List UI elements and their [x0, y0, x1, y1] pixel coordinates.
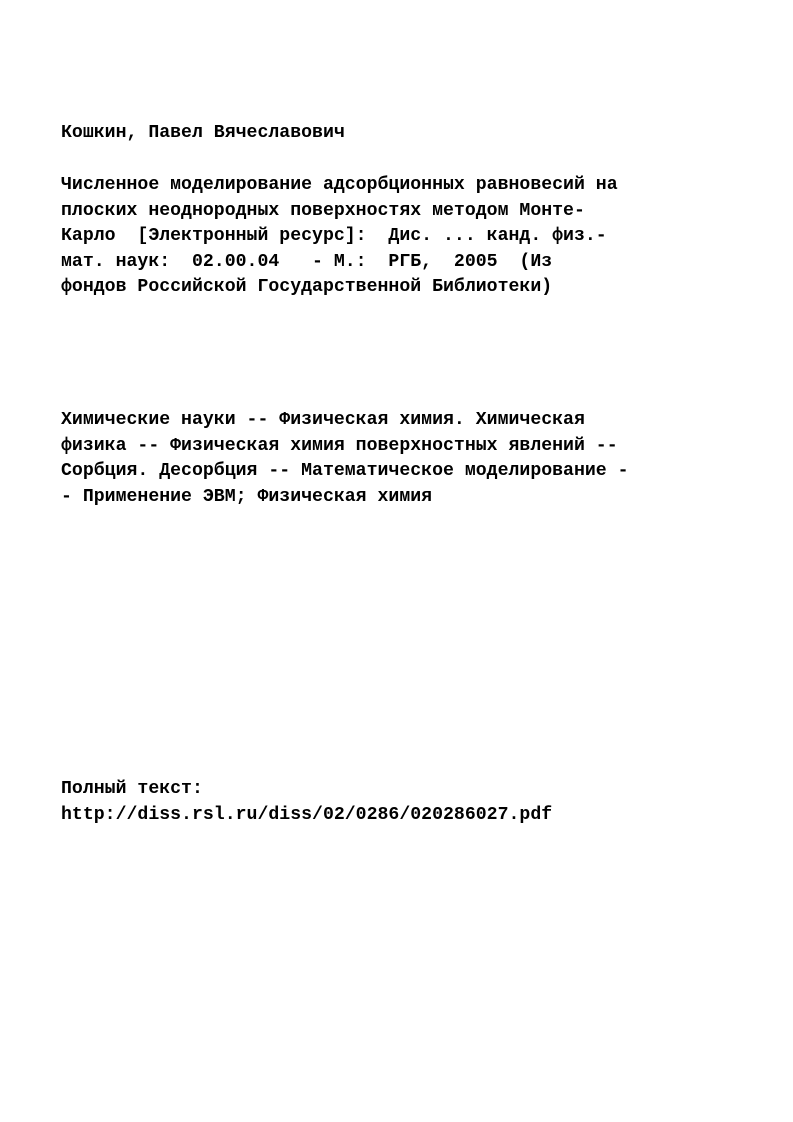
subject-line: физика -- Физическая химия поверхностных явлений --: [61, 435, 618, 456]
fulltext-link[interactable]: http://diss.rsl.ru/diss/02/0286/020286027.pdf: [61, 804, 553, 825]
title-line: Карло [Электронный ресурс]: Дис. ... канд. физ.-: [61, 226, 607, 246]
subject-line: Химические науки -- Физическая химия. Химическая: [61, 410, 585, 430]
title-line: мат. наук: 02.00.04 - М.: РГБ, 2005 (Из: [61, 251, 553, 272]
fulltext-block: [61, 777, 721, 828]
author-block: [61, 121, 721, 147]
title-line: Численное моделирование адсорбционных равновесий на: [61, 175, 618, 195]
subject-line: Сорбция. Десорбция -- Математическое моделирование -: [61, 461, 629, 481]
title-line: плоских неоднородных поверхностях методом Монте-: [61, 200, 585, 221]
subject-headings: [61, 408, 721, 510]
title-block: [61, 173, 721, 301]
subject-line: - Применение ЭВМ; Физическая химия: [61, 486, 433, 507]
title-line: фондов Российской Государственной Библиотеки): [61, 277, 553, 297]
author-name: Кошкин, Павел Вячеславович: [61, 123, 345, 143]
fulltext-label: Полный текст:: [61, 779, 203, 799]
